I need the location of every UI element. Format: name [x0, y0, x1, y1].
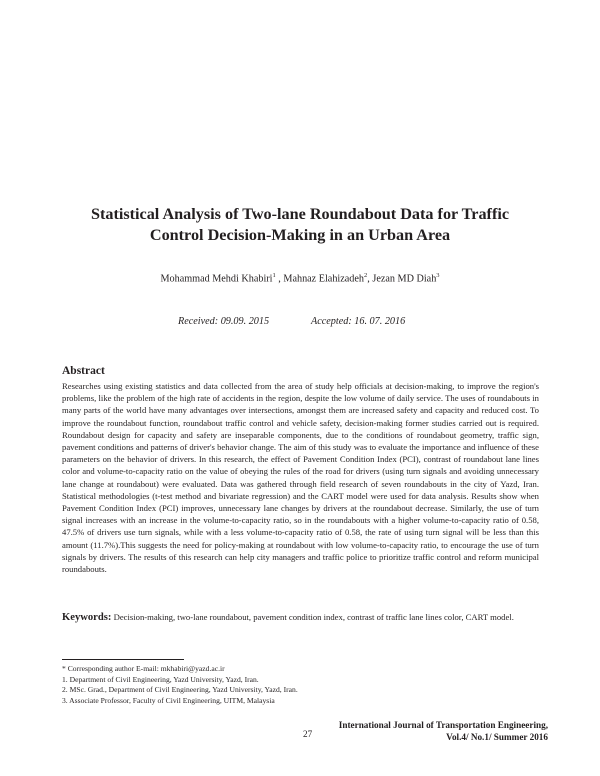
author-affiliation-mark: 1 — [272, 272, 276, 279]
footnote-divider — [62, 659, 184, 660]
author-name: Jezan MD Diah — [372, 273, 437, 285]
paper-title — [40, 204, 560, 246]
affiliation-note: 3. Associate Professor, Faculty of Civil Engineering, UITM, Malaysia — [62, 695, 275, 705]
keywords-text: Decision-making, two-lane roundabout, pavement condition index, contrast of traffic lane lines color, CART model. — [111, 612, 514, 622]
author-separator: , — [275, 273, 284, 285]
journal-issue: Vol.4/ No.1/ Summer 2016 — [446, 732, 548, 743]
paper-title-line-1: Statistical Analysis of Two-lane Roundabout Data for Traffic — [90, 205, 510, 223]
author-name: Mohammad Mehdi Khabiri — [160, 273, 273, 285]
keywords-label: Keywords: — [62, 612, 112, 623]
author-name: Mahnaz Elahizadeh — [283, 273, 365, 285]
author-list — [40, 272, 560, 284]
affiliation-note: 2. MSc. Grad., Department of Civil Engineering, Yazd University, Yazd, Iran. — [62, 685, 298, 695]
affiliation-note: 1. Department of Civil Engineering, Yazd University, Yazd, Iran. — [62, 674, 259, 684]
author-separator: , — [367, 273, 373, 285]
journal-info — [339, 719, 548, 744]
paper-title-line-2: Control Decision-Making in an Urban Area — [149, 226, 451, 244]
footnotes — [62, 664, 298, 706]
author-affiliation-mark: 3 — [436, 272, 440, 279]
keywords-section — [62, 611, 539, 624]
journal-name: International Journal of Transportation Engineering, — [338, 720, 548, 730]
author-affiliation-mark: 2 — [364, 272, 368, 279]
abstract-text: Researches using existing statistics and data collected from the area of study help officials at decision-making, to improve the region's problems, like the problem of the high rate of accidents in the region, despite the low volume of daily service. The uses of roundabouts in many parts of the world have many advantages over intersections, amongst them are increased safety and capacity and reduced cost. To improve the roundabout function, roundabout traffic control and vehicle safety, decision-making former studies carried out is required. Roundabout design for capacity and safety are inseparable components, due to the conditions of roundabout geometry, traffic sign, pavement conditions and patterns of driver's behavior change. The aim of this study was to evaluate the importance and influence of these parameters on the behavior of drivers. In this research, the effect of Pavement Condition Index (PCI), contrast of roundabout lane lines color and volume-to-capacity ratio on the value of obeying the rules of the road for drivers (using turn signals and avoiding unnecessary lane change at roundabout) were evaluated. Data was gathered through field research of seven roundabouts in the city of Yazd, Iran. Statistical methodologies (t-test method and bivariate regression) and the CART model were used for data analysis. Results show when Pavement Condition Index (PCI) improves, unnecessary lane changes by drivers at the roundabout decrease. Similarly, the use of turn signal increases with an increase in the volume-to-capacity ratio, so in the roundabouts with a higher volume-to-capacity ratio of 0.58, 47.5% of drivers use turn signals, while with a less volume-to-capacity ratio of 0.58, the rate of using turn signal will be less than this amount (11.7%).This suggests the need for policy-making at roundabout with low volume-to-capacity ratio, to encourage the use of turn signals by drivers. The results of this research can help city managers and traffic police to prioritize traffic control and reform municipal roundabouts. — [62, 381, 539, 575]
page-number: 27 — [303, 729, 313, 739]
received-date: Received: 09.09. 2015 — [178, 316, 270, 327]
accepted-date: Accepted: 16. 07. 2016 — [311, 316, 406, 327]
abstract-heading: Abstract — [62, 365, 105, 377]
corresponding-author-note: * Corresponding author E-mail: mkhabiri@yazd.ac.ir — [62, 664, 225, 673]
